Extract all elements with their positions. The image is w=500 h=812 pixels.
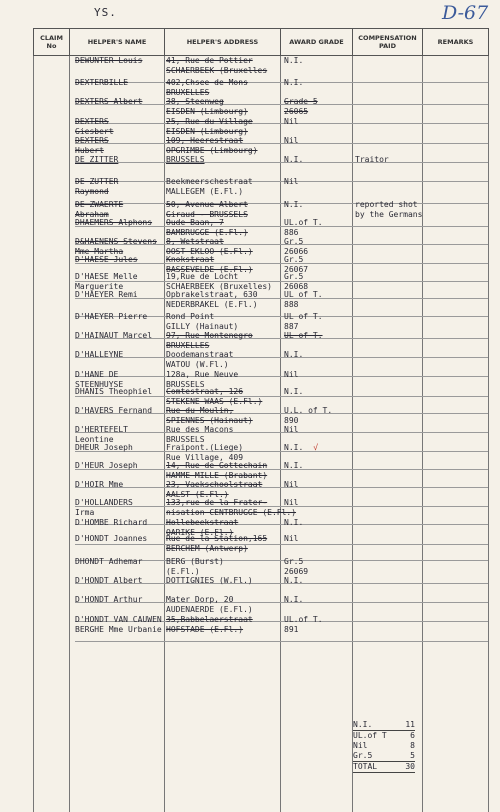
total-value: 30 xyxy=(405,762,415,771)
helper-address: Rue du Moulin, SPIENNES (Hainaut) xyxy=(166,406,253,425)
helper-address: 50, Avenue Albert Giraud - BRUSSELS xyxy=(166,200,248,219)
award-grade: UL of T. 887 xyxy=(284,312,323,331)
total-row xyxy=(353,741,415,751)
helper-name: D'HONDT Albert xyxy=(75,576,143,585)
award-grade: UL.of T. 891 xyxy=(284,615,323,634)
helper-address: 38, Steenweg EISDEN (Limbourg) xyxy=(166,97,248,116)
header-compensation: COMPENSATION PAID xyxy=(353,29,423,56)
helper-address: 8, Wetstraat OOST EKLOO (E.Fl.) xyxy=(166,237,253,256)
award-grade: Nil xyxy=(284,425,299,434)
handwritten-reference: D-67 xyxy=(442,2,489,24)
helper-address: Fraipont.(Liege) Rue Village, 409 xyxy=(166,443,244,462)
award-grade: N.I. xyxy=(284,461,304,470)
header-grade: AWARD GRADE xyxy=(281,29,353,56)
helper-name: DHAEMERS Alphons xyxy=(75,218,153,227)
award-grade: Nil xyxy=(284,480,299,489)
award-grade: N.I. xyxy=(284,576,304,585)
header-address: HELPER'S ADDRESS xyxy=(165,29,281,56)
helper-address: Rond Point GILLY (Hainaut) xyxy=(166,312,239,331)
file-code: YS. xyxy=(94,6,117,19)
helper-name: D'HERTEFELT Leontine xyxy=(75,425,128,444)
helper-address: 35,Babbelaerstraat HOFSTADE (E.Fl.) xyxy=(166,615,253,634)
helper-name: DEXTERS Hubert xyxy=(75,136,109,155)
total-value: 5 xyxy=(410,751,415,760)
helper-name: D'HAESE Melle Marguerite xyxy=(75,272,138,291)
helper-address: 25, Rue du Village EISDEN (Limbourg) xyxy=(166,117,253,136)
award-grade: UL of T. xyxy=(284,331,323,340)
helper-name: D&HAENENS Stevens Mme Martha xyxy=(75,237,157,256)
helper-address: Comtestraat, 126 STEKENE WAAS (E.Fl.) xyxy=(166,387,263,406)
award-grade: Gr.5 26068 xyxy=(284,272,309,291)
total-label: Gr.5 xyxy=(353,751,373,760)
award-grade: N.I. xyxy=(284,78,304,87)
award-grade: Grade 5 26065 xyxy=(284,97,318,116)
award-grade: N.I. xyxy=(284,595,304,604)
header-name: HELPER'S NAME xyxy=(70,29,165,56)
helper-address: Beekmeerschestraat MALLEGEM (E.Fl.) xyxy=(166,177,253,196)
helper-name: D'HONDT VAN CAUWEN BERGHE Mme Urbanie xyxy=(75,615,162,634)
helper-name: DHANIS Theophiel xyxy=(75,387,153,396)
helper-name: DHONDT Adhemar xyxy=(75,557,143,566)
helper-address: Opbrakelstraat, 630 NEDERBRAKEL (E.Fl.) xyxy=(166,290,258,309)
helper-address: BRUSSELS xyxy=(166,155,205,164)
helper-name: DE ZITTER xyxy=(75,155,119,164)
total-label: UL.of T xyxy=(353,731,387,740)
award-grade: Gr.5 26067 xyxy=(284,255,309,274)
helper-address: 128a, Rue Neuve BRUSSELS xyxy=(166,370,239,389)
helper-name: D'HANE DE STEENHUYSE xyxy=(75,370,124,389)
row-divider xyxy=(75,641,488,642)
helper-address: Rue de la Station,165 BERCHEM (Antwerp) xyxy=(166,534,268,553)
award-grade: N.I. xyxy=(284,518,304,527)
remark-text: Traitor xyxy=(355,155,389,164)
helper-address: 23, Vaekschoolstraat AALST (E.Fl.) xyxy=(166,480,263,499)
award-grade: Nil xyxy=(284,370,299,379)
helper-name: DEXTERBILLE xyxy=(75,78,128,87)
helper-address: 14, Rue de Gottechain HAMME MILLE (Brabant) xyxy=(166,461,268,480)
helper-name: D'HALLEYNE xyxy=(75,350,124,359)
total-row xyxy=(353,720,415,731)
award-grade: N.I. xyxy=(284,56,304,65)
helper-address: Doodemanstraat WATOU (W.Fl.) xyxy=(166,350,234,369)
helper-name: D'HAESE Jules xyxy=(75,255,138,264)
remark-text: reported shot by the Germans xyxy=(355,200,423,219)
helper-name: D'HAINAUT Marcel xyxy=(75,331,153,340)
award-grade: UL of T. 888 xyxy=(284,290,323,309)
helper-name: D'HONDT Arthur xyxy=(75,595,143,604)
check-mark: √ xyxy=(313,443,319,452)
helper-name: DE ZWAERTE Abraham xyxy=(75,200,124,219)
helper-address: 41, Rue de Pottier SCHAERBEEK (Bruxelles xyxy=(166,56,268,75)
award-grade: Nil xyxy=(284,177,299,186)
helper-name: DE ZUTTER Raymond xyxy=(75,177,119,196)
helper-name: DHEUR Joseph xyxy=(75,443,133,452)
award-grade: U.L. of T. 890 xyxy=(284,406,333,425)
helper-name: D'HOLLANDERS Irma xyxy=(75,498,133,517)
award-grade: Gr.5 26066 xyxy=(284,237,309,256)
total-value: 8 xyxy=(410,741,415,750)
helper-address: 109, Heerestraat OPGRIMBE (Limbourg) xyxy=(166,136,258,155)
award-grade: N.I. xyxy=(284,155,304,164)
helper-address: BERG (Burst) (E.Fl.) xyxy=(166,557,224,576)
helper-name: DEXTERS Albert xyxy=(75,97,143,106)
helper-name: D'HONDT Joannes xyxy=(75,534,148,543)
award-grade: Nil xyxy=(284,136,299,145)
helper-name: D'HAEYER Remi xyxy=(75,290,138,299)
award-grade: Nil xyxy=(284,117,299,126)
total-value: 6 xyxy=(410,731,415,740)
total-label: TOTAL xyxy=(353,762,378,771)
award-grade: Nil xyxy=(284,498,299,507)
header-row xyxy=(34,29,489,56)
helper-address: 19,Rue de Locht SCHAERBEEK (Bruxelles) xyxy=(166,272,272,291)
helper-address: Knokstraat BASSEVELDE (E.Fl.) xyxy=(166,255,253,274)
award-grade: N.I. xyxy=(284,350,304,359)
helper-name: D'HEUR Joseph xyxy=(75,461,138,470)
helper-name: D'HOIR Mme xyxy=(75,480,124,489)
helper-name: D'HAEYER Pierre xyxy=(75,312,148,321)
helper-address: Hollebeekstraat OARIKE (E.Fl.) xyxy=(166,518,239,537)
helper-name: DEXTERS Giesbert xyxy=(75,117,114,136)
total-label: Nil xyxy=(353,741,368,750)
helper-address: 402,Chsee de Mons BRUXELLES xyxy=(166,78,248,97)
total-row xyxy=(353,762,415,773)
helper-address: DOTTIGNIES (W.Fl.) xyxy=(166,576,253,585)
helper-name: DEWUNTER Louis xyxy=(75,56,143,65)
helper-name: D'HOMBE Richard xyxy=(75,518,148,527)
total-row xyxy=(353,751,415,762)
helper-address: Mater Dorp, 20 AUDENAERDE (E.Fl.) xyxy=(166,595,253,614)
total-label: N.I. xyxy=(353,720,373,729)
total-value: 11 xyxy=(405,720,415,729)
award-grade: UL.of T. 886 xyxy=(284,218,323,237)
helper-address: Oude Baan, 7 BAMBRUGGE (E.Fl.) xyxy=(166,218,248,237)
totals-box xyxy=(353,720,415,773)
award-grade: N.I. xyxy=(284,200,304,209)
helper-name: D'HAVERS Fernand xyxy=(75,406,153,415)
helper-address: Rue des Macons BRUSSELS xyxy=(166,425,234,444)
award-grade: Gr.5 26069 xyxy=(284,557,309,576)
helper-address: 97, Rue Montenegro BRUXELLES xyxy=(166,331,253,350)
table-row xyxy=(33,615,488,643)
award-grade: Nil xyxy=(284,534,299,543)
total-row xyxy=(353,731,415,741)
header-claim: CLAIM No xyxy=(34,29,70,56)
header-remarks: REMARKS xyxy=(423,29,489,56)
award-grade: N.I. xyxy=(284,387,304,396)
helper-address: 133,rue de la Frater- nisation CENTBRUGGE (E.Fl.) xyxy=(166,498,297,517)
award-grade: N.I. √ xyxy=(284,443,319,452)
